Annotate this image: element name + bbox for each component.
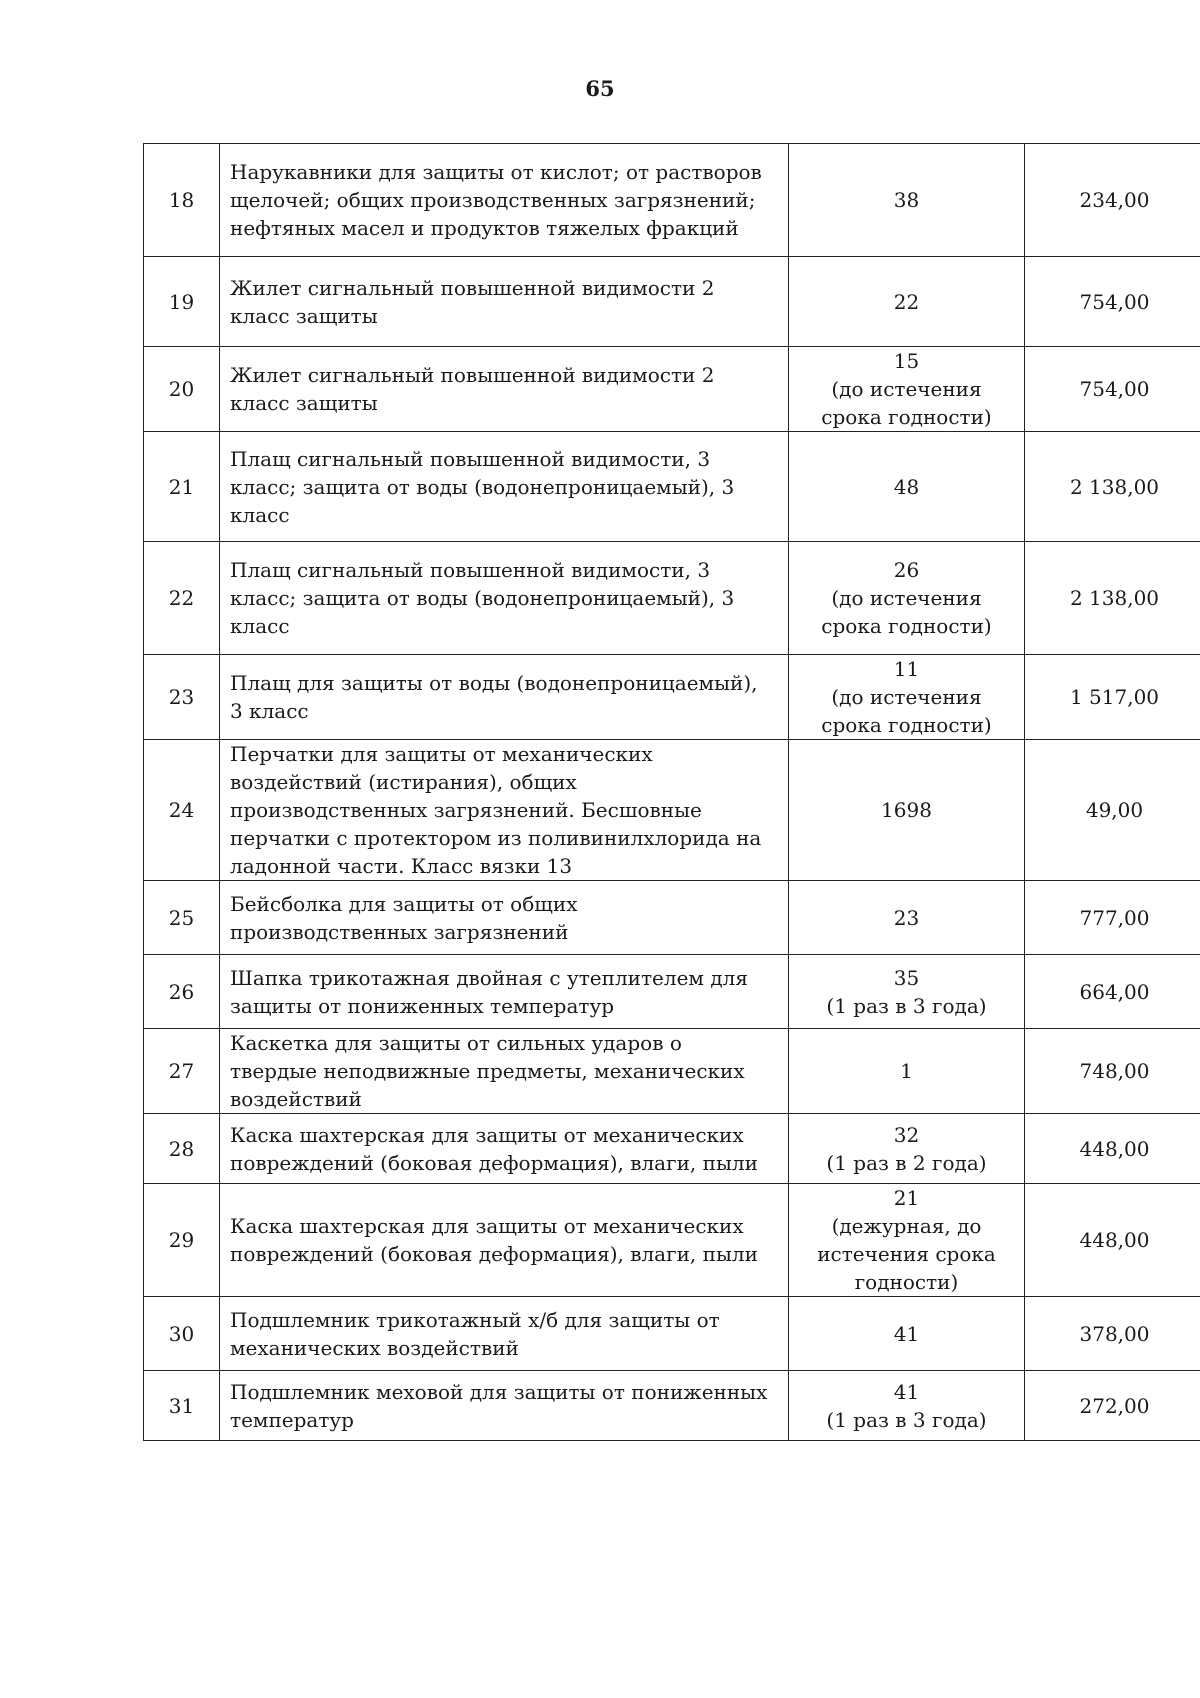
item-price: 378,00: [1025, 1297, 1200, 1371]
ppe-table: [143, 143, 1200, 1441]
item-quantity: 1: [789, 1029, 1025, 1114]
item-price: 664,00: [1025, 955, 1200, 1029]
item-price: 2 138,00: [1025, 542, 1200, 655]
item-name: Плащ сигнальный повышенной видимости, 3 класс; защита от воды (водонепроницаемый), 3 класс: [220, 542, 789, 655]
item-name: Подшлемник меховой для защиты от пониженных температур: [220, 1371, 789, 1441]
item-name: Подшлемник трикотажный х/б для защиты от механических воздействий: [220, 1297, 789, 1371]
row-number: 26: [144, 955, 220, 1029]
item-quantity: 15 (до истечения срока годности): [789, 347, 1025, 432]
row-number: 19: [144, 257, 220, 347]
item-name: Каска шахтерская для защиты от механических повреждений (боковая деформация), влаги, пыли: [220, 1114, 789, 1184]
table-row: [144, 955, 1200, 1029]
page-number: 65: [585, 76, 615, 101]
row-number: 25: [144, 881, 220, 955]
row-number: 23: [144, 655, 220, 740]
item-name: Плащ для защиты от воды (водонепроницаемый), 3 класс: [220, 655, 789, 740]
item-price: 448,00: [1025, 1114, 1200, 1184]
item-price: 754,00: [1025, 347, 1200, 432]
table-row: [144, 1184, 1200, 1297]
item-quantity: 48: [789, 432, 1025, 542]
row-number: 21: [144, 432, 220, 542]
item-price: 272,00: [1025, 1371, 1200, 1441]
item-price: 448,00: [1025, 1184, 1200, 1297]
row-number: 20: [144, 347, 220, 432]
item-name: Бейсболка для защиты от общих производственных загрязнений: [220, 881, 789, 955]
item-quantity: 38: [789, 144, 1025, 257]
item-name: Каска шахтерская для защиты от механических повреждений (боковая деформация), влаги, пыли: [220, 1184, 789, 1297]
item-name: Нарукавники для защиты от кислот; от растворов щелочей; общих производственных загрязнений; нефтяных масел и продуктов тяжелых фракций: [220, 144, 789, 257]
item-name: Шапка трикотажная двойная с утеплителем для защиты от пониженных температур: [220, 955, 789, 1029]
row-number: 28: [144, 1114, 220, 1184]
table-row: [144, 1029, 1200, 1114]
item-price: 777,00: [1025, 881, 1200, 955]
item-name: Плащ сигнальный повышенной видимости, 3 класс; защита от воды (водонепроницаемый), 3 класс: [220, 432, 789, 542]
item-quantity: 35 (1 раз в 3 года): [789, 955, 1025, 1029]
item-quantity: 23: [789, 881, 1025, 955]
item-name: Жилет сигнальный повышенной видимости 2 класс защиты: [220, 257, 789, 347]
row-number: 27: [144, 1029, 220, 1114]
table-row: [144, 881, 1200, 955]
item-quantity: 41 (1 раз в 3 года): [789, 1371, 1025, 1441]
table-row: [144, 257, 1200, 347]
item-quantity: 11 (до истечения срока годности): [789, 655, 1025, 740]
table-row: [144, 1297, 1200, 1371]
row-number: 29: [144, 1184, 220, 1297]
item-quantity: 32 (1 раз в 2 года): [789, 1114, 1025, 1184]
table-row: [144, 542, 1200, 655]
row-number: 24: [144, 740, 220, 881]
item-quantity: 22: [789, 257, 1025, 347]
table-body: [144, 144, 1200, 1441]
item-price: 234,00: [1025, 144, 1200, 257]
item-price: 49,00: [1025, 740, 1200, 881]
table-row: [144, 1114, 1200, 1184]
item-name: Каскетка для защиты от сильных ударов о твердые неподвижные предметы, механических воздействий: [220, 1029, 789, 1114]
table-row: [144, 347, 1200, 432]
row-number: 22: [144, 542, 220, 655]
row-number: 18: [144, 144, 220, 257]
table-row: [144, 1371, 1200, 1441]
table-row: [144, 740, 1200, 881]
item-price: 754,00: [1025, 257, 1200, 347]
item-name: Жилет сигнальный повышенной видимости 2 класс защиты: [220, 347, 789, 432]
item-quantity: 1698: [789, 740, 1025, 881]
item-name: Перчатки для защиты от механических воздействий (истирания), общих производственных загрязнений. Бесшовные перчатки с протектором из поливинилхлорида на ладонной части. Класс вязки 13: [220, 740, 789, 881]
table-row: [144, 432, 1200, 542]
row-number: 30: [144, 1297, 220, 1371]
item-price: 1 517,00: [1025, 655, 1200, 740]
row-number: 31: [144, 1371, 220, 1441]
item-quantity: 41: [789, 1297, 1025, 1371]
item-price: 2 138,00: [1025, 432, 1200, 542]
item-price: 748,00: [1025, 1029, 1200, 1114]
table-row: [144, 144, 1200, 257]
item-quantity: 26 (до истечения срока годности): [789, 542, 1025, 655]
table-row: [144, 655, 1200, 740]
item-quantity: 21 (дежурная, до истечения срока годности): [789, 1184, 1025, 1297]
